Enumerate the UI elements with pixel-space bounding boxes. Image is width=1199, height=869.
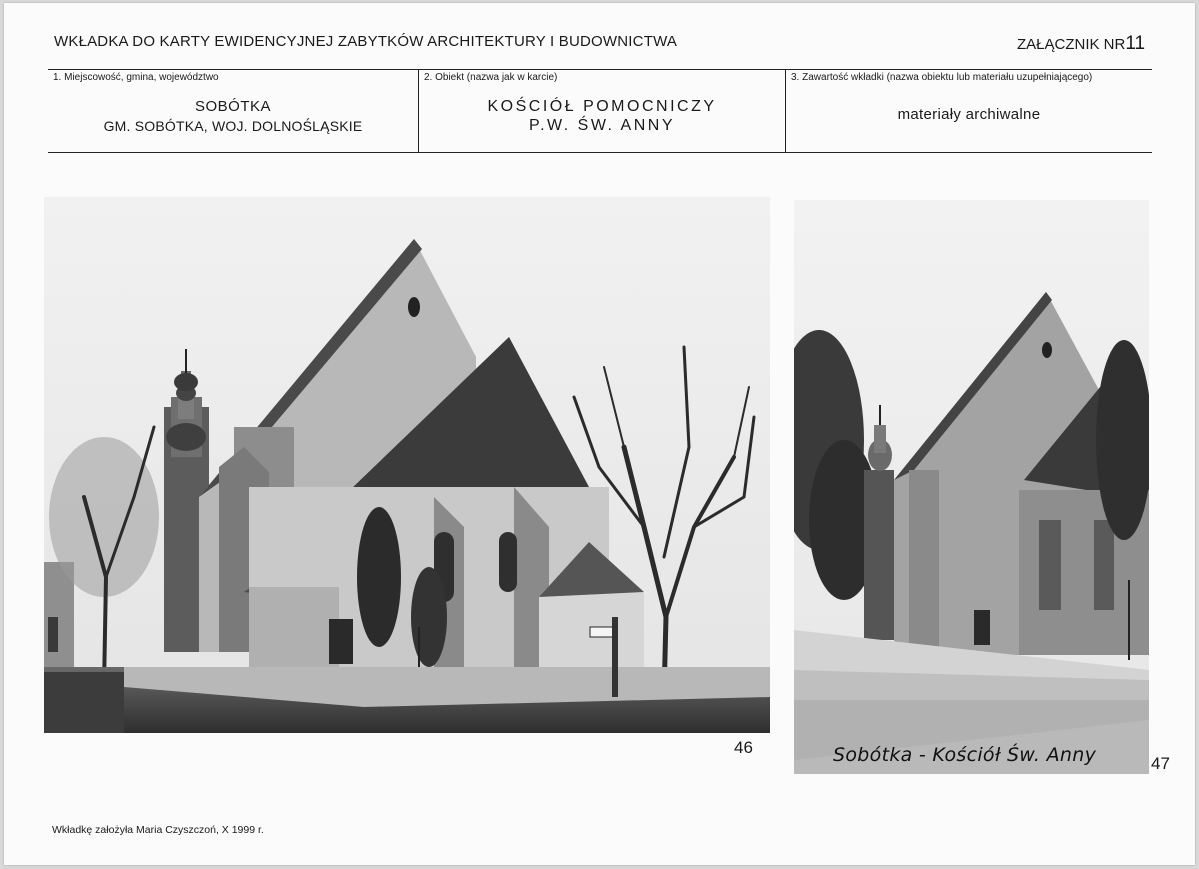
document-title: WKŁADKA DO KARTY EWIDENCYJNEJ ZABYTKÓW ARCHITEKTURY I BUDOWNICTWA [54, 33, 678, 50]
church-photo-1 [44, 197, 770, 733]
attachment-label [1017, 33, 1145, 55]
town-name: SOBÓTKA [194, 98, 272, 115]
photo-number-46: 46 [734, 738, 753, 757]
archival-record-sheet [4, 3, 1195, 865]
location-cell [48, 70, 418, 152]
content-value: materiały archiwalne [897, 106, 1041, 123]
content-cell [785, 70, 1152, 152]
attachment-number: 11 [1125, 33, 1146, 54]
church-photo-1-image [44, 197, 770, 733]
content-label: 3. Zawartość wkładki (nazwa obiektu lub materiału uzupełniającego) [791, 72, 1093, 83]
photo-number-47: 47 [1151, 754, 1170, 773]
attachment-label-text: ZAŁĄCZNIK NR [1017, 36, 1126, 53]
object-name: KOŚCIÓŁ POMOCNICZY [487, 98, 717, 115]
church-photo-2-image [794, 200, 1149, 774]
object-cell [418, 70, 785, 152]
church-photo-2 [794, 200, 1149, 774]
photo-caption: Sobótka - Kościół Św. Anny [833, 744, 1097, 766]
location-label: 1. Miejscowość, gmina, województwo [53, 72, 219, 83]
info-table [48, 69, 1152, 153]
municipality-province: GM. SOBÓTKA, WOJ. DOLNOŚLĄSKIE [103, 118, 363, 134]
object-label: 2. Obiekt (nazwa jak w karcie) [424, 72, 558, 83]
object-dedication: P.W. ŚW. ANNY [528, 117, 675, 134]
footer-note: Wkładkę założyła Maria Czyszczoń, X 1999 r. [52, 824, 264, 836]
